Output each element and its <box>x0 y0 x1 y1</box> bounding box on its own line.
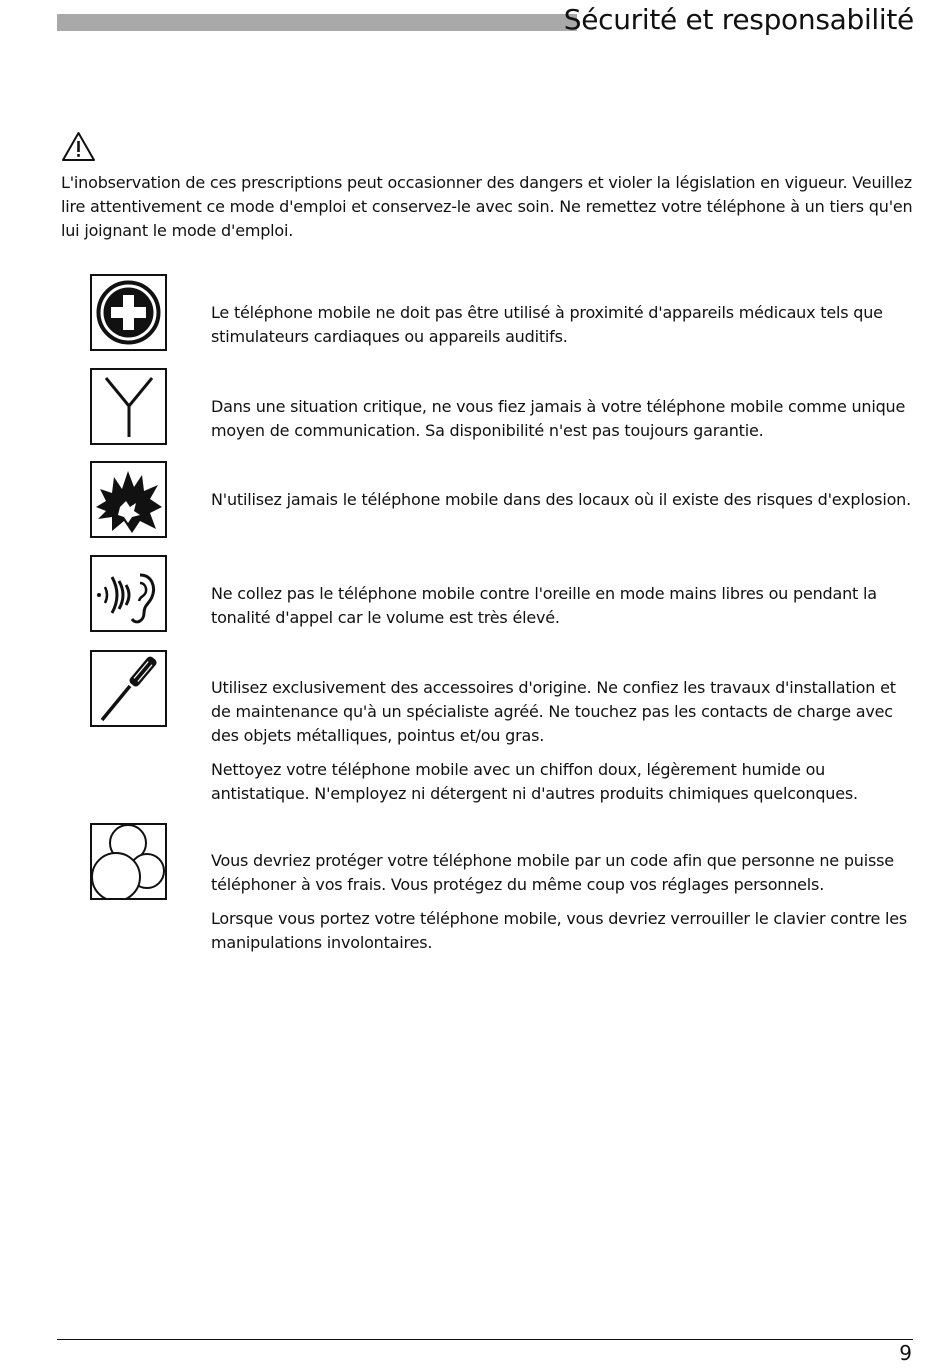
page-number: 9 <box>899 1341 912 1365</box>
medical-cross-icon <box>90 274 167 351</box>
item-explosion-text <box>211 488 911 522</box>
ear-sound-icon <box>90 555 167 632</box>
item-screwdriver-text <box>211 676 911 816</box>
item-paragraph: Ne collez pas le téléphone mobile contre l'oreille en mode mains libres ou pendant la tonalité d'appel car le volume est très élevé. <box>211 584 877 627</box>
page-title: Sécurité et responsabilité <box>563 3 914 36</box>
item-circles-text <box>211 849 911 965</box>
antenna-icon <box>90 368 167 445</box>
item-paragraph: Lorsque vous portez votre téléphone mobile, vous devriez verrouiller le clavier contre les manipulations involontaires. <box>211 909 908 952</box>
item-antenna-text <box>211 395 911 453</box>
warning-triangle-icon <box>61 131 96 162</box>
item-paragraph: Dans une situation critique, ne vous fiez jamais à votre téléphone mobile comme unique moyen de communication. Sa disponibilité n'est pas toujours garantie. <box>211 397 906 440</box>
item-paragraph: Le téléphone mobile ne doit pas être utilisé à proximité d'appareils médicaux tels que stimulateurs cardiaques ou appareils auditifs. <box>211 303 883 346</box>
item-paragraph: Vous devriez protéger votre téléphone mobile par un code afin que personne ne puisse téléphoner à vos frais. Vous protégez du même coup vos réglages personnels. <box>211 851 894 894</box>
header-bar <box>57 14 577 31</box>
intro-paragraph: L'inobservation de ces prescriptions peut occasionner des dangers et violer la législation en vigueur. Veuillez lire attentivement ce mode d'emploi et conservez-le avec soin. Ne remettez votre téléphone à un tiers qu'en lui joignant le mode d'emploi. <box>61 173 913 240</box>
explosion-icon <box>90 461 167 538</box>
circles-icon <box>90 823 167 900</box>
item-paragraph: N'utilisez jamais le téléphone mobile dans des locaux où il existe des risques d'explosion. <box>211 490 911 509</box>
item-paragraph: Utilisez exclusivement des accessoires d'origine. Ne confiez les travaux d'installation et de maintenance qu'à un spécialiste agréé. Ne touchez pas les contacts de charge avec des objets métalliques, pointus et/ou gras. <box>211 678 896 745</box>
item-medical-text <box>211 301 911 359</box>
item-paragraph: Nettoyez votre téléphone mobile avec un chiffon doux, légèrement humide ou antistatique. N'employez ni détergent ni d'autres produits chimiques quelconques. <box>211 760 858 803</box>
item-ear-text <box>211 582 911 640</box>
footer-rule <box>57 1339 913 1340</box>
screwdriver-icon <box>90 650 167 727</box>
